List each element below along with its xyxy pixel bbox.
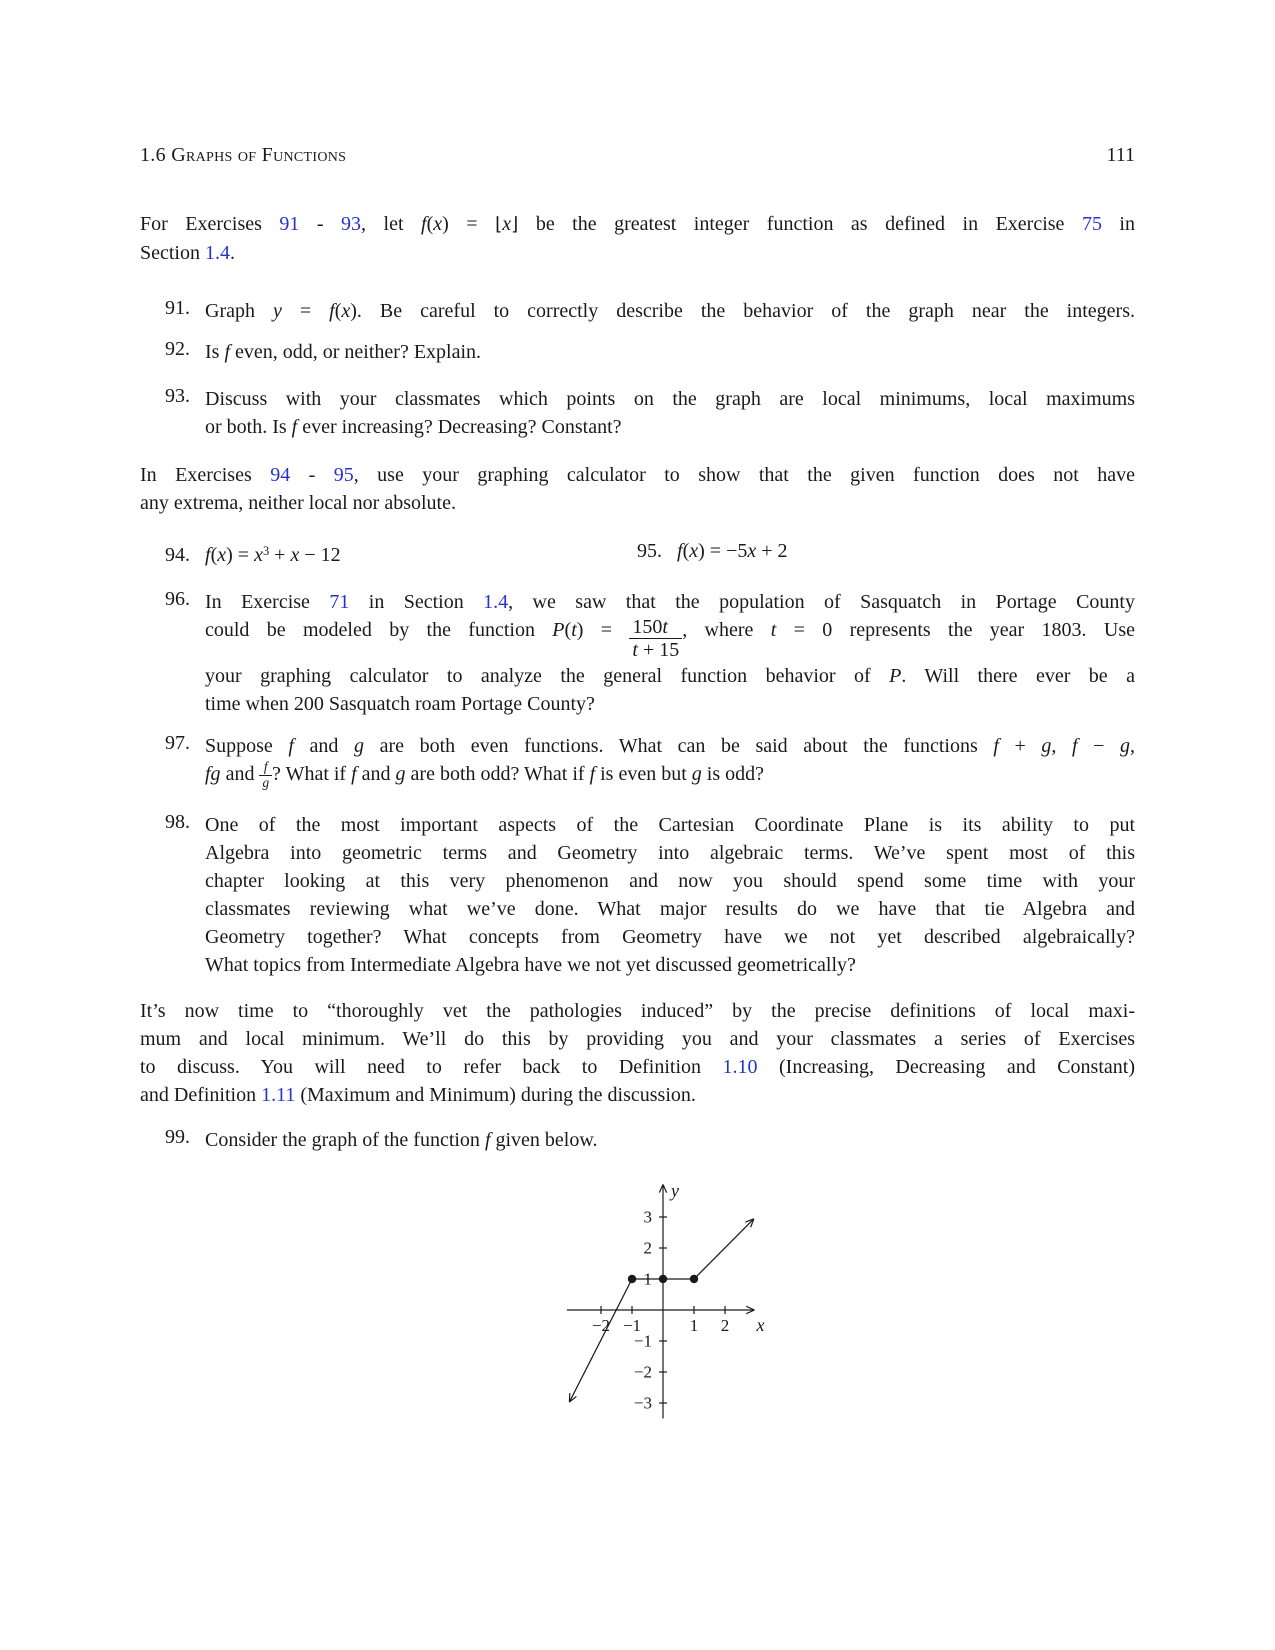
text-line: or both. Is f ever increasing? Decreasing? Constant? (205, 416, 622, 438)
math-var: x (254, 544, 263, 567)
math-var: f (589, 763, 596, 786)
page-number: 111 (1106, 144, 1135, 166)
item-number: 95. (637, 540, 662, 562)
paragraph-floor-intro (140, 210, 1135, 267)
exercise-item-99 (140, 1126, 1135, 1154)
exercise-row-94-95 (140, 537, 1135, 571)
paragraph-pathologies (140, 997, 1135, 1109)
math-var: f (351, 763, 357, 786)
math-var: P (889, 664, 902, 687)
text-line: Section 1.4. (140, 242, 235, 264)
paragraph-exercises-94-95 (140, 461, 1135, 517)
math-var: P (552, 619, 565, 641)
function-graph-figure (540, 1170, 775, 1431)
tick-label: −2 (633, 1362, 652, 1382)
text-line: In Exercises 94 - 95, use your graphing calculator to show that the given function does not have (140, 464, 1135, 486)
item-number: 91. (165, 297, 190, 319)
ref-link[interactable]: 95 (333, 464, 354, 486)
running-header-section: 1.6 Graphs of Functions (140, 144, 347, 166)
math-var: f (677, 540, 683, 562)
ref-link[interactable]: 1.4 (483, 591, 509, 613)
math-var: f (224, 341, 231, 363)
ref-link[interactable]: 75 (1081, 213, 1102, 235)
text-line: time when 200 Sasquatch roam Portage County? (205, 692, 595, 715)
text-span: ⌋ (511, 214, 519, 235)
text-line: any extrema, neither local nor absolute. (140, 492, 456, 514)
ref-link[interactable]: 93 (341, 213, 362, 235)
text-span: ⌊ (495, 214, 503, 235)
exercise-item-96 (140, 588, 1135, 718)
text-line: One of the most important aspects of the Cartesian Coordinate Plane is its ability to put (205, 814, 1135, 836)
text-line: Discuss with your classmates which points on the graph are local minimums, local maximums (205, 388, 1135, 410)
text-span: 3 (262, 544, 270, 558)
fraction: $\frac{150t}{t + 15}$ (629, 616, 682, 662)
tick-label: 3 (643, 1207, 652, 1227)
exercise-item-94: 94. $f(x) = x^3 + x - 12$ (165, 544, 341, 567)
math-var: g (262, 774, 270, 790)
text-line: could be modeled by the function P(t) = $\frac{150t}{t + 15}$ , where t = 0 represents the year 1803. Use (205, 616, 1136, 662)
item-number: 94. (165, 544, 190, 567)
text-line: In Exercise 71 in Section 1.4, we saw that the population of Sasquatch in Portage County (205, 591, 1135, 613)
exercise-item-92 (140, 338, 1135, 366)
item-number: 97. (165, 732, 190, 754)
math-var: t (571, 619, 577, 641)
math-var: t (662, 616, 668, 638)
math-var: f (993, 735, 999, 757)
text-line: What topics from Intermediate Algebra have we not yet discussed geometrically? (205, 954, 856, 976)
math-var: f (263, 759, 268, 774)
item-number: 92. (165, 338, 190, 360)
math-var: g (691, 763, 702, 786)
tick-label: 2 (643, 1238, 652, 1258)
tick-label: 1 (643, 1269, 652, 1289)
text-line: Is f even, odd, or neither? Explain. (205, 341, 482, 363)
math-var: x (433, 213, 443, 235)
text-line: Geometry together? What concepts from Geometry have we not yet described algebraically? (205, 926, 1135, 948)
ref-link[interactable]: 1.4 (205, 242, 230, 264)
x-axis-label: x (756, 1315, 765, 1335)
exercise-item-93 (140, 385, 1135, 441)
exercise-item-98 (140, 811, 1135, 979)
math-var: g (354, 735, 364, 757)
y-axis-label: y (671, 1180, 679, 1201)
math-var: g (395, 763, 406, 786)
tick-label: −2 (591, 1316, 611, 1335)
math-var: f (205, 544, 211, 567)
tick-label: −1 (633, 1331, 652, 1351)
math-var: x (290, 544, 300, 567)
text-line: For Exercises 91 - 93, let f(x) = ⌊x⌋ be the greatest integer function as defined in Exercise 75 in (140, 213, 1135, 235)
text-line: fg and $\frac{f}{g}$ ? What if f and g are both odd? What if f is even but g is odd? (205, 759, 764, 790)
math-var: t (770, 619, 777, 641)
item-number: 98. (165, 811, 190, 833)
math-var: fg (205, 763, 221, 786)
text-line: classmates reviewing what we’ve done. What major results do we have that tie Algebra and (205, 898, 1135, 920)
exercise-item-95: 95. f(x) = −5x + 2 (637, 540, 788, 562)
math-var: f (288, 735, 294, 757)
math-var: y (272, 300, 282, 322)
tick-label: −3 (633, 1393, 652, 1413)
item-number: 99. (165, 1126, 190, 1148)
ref-link[interactable]: 1.10 (722, 1056, 758, 1078)
graph-point (659, 1275, 667, 1283)
graph-point (628, 1275, 636, 1283)
math-var: f (421, 213, 427, 235)
math-var: t (632, 639, 638, 662)
math-var: g (1041, 735, 1052, 757)
math-var: x (747, 540, 757, 562)
tick-label: 1 (689, 1316, 699, 1335)
ref-link[interactable]: 1.11 (261, 1084, 296, 1106)
fraction (259, 760, 272, 791)
math-var: x (217, 544, 227, 567)
text-line: mum and local minimum. We’ll do this by providing you and your classmates a series of Exercises (140, 1028, 1135, 1050)
text-line: Graph y = f(x). Be careful to correctly describe the behavior of the graph near the integers. (205, 300, 1135, 322)
exercise-item-97 (140, 732, 1135, 791)
text-line: It’s now time to “thoroughly vet the pathologies induced” by the precise definitions of local maxi- (140, 1000, 1135, 1022)
exercise-item-91 (140, 297, 1135, 325)
tick-label: 2 (720, 1316, 730, 1335)
text-line: chapter looking at this very phenomenon and now you should spend some time with your (205, 870, 1135, 892)
item-number: 96. (165, 588, 190, 610)
text-line: Consider the graph of the function f given below. (205, 1129, 598, 1151)
math-var: f (484, 1129, 491, 1151)
tick-label: −1 (622, 1316, 642, 1335)
math-var: x (502, 213, 512, 235)
ref-link[interactable]: 91 (279, 213, 300, 235)
item-number: 93. (165, 385, 190, 407)
math-var: f (291, 416, 298, 438)
ref-link[interactable]: 94 (270, 464, 291, 486)
text-line: and Definition 1.11 (Maximum and Minimum) during the discussion. (140, 1084, 696, 1106)
graph-svg (540, 1170, 775, 1425)
math-var: x (689, 540, 699, 562)
text-line: Suppose f and g are both even functions. What can be said about the functions f + g, f − g, (205, 735, 1135, 757)
math-var: g (1120, 735, 1130, 757)
text-line: Algebra into geometric terms and Geometry into algebraic terms. We’ve spent most of this (205, 842, 1135, 864)
text-line: your graphing calculator to analyze the general function behavior of P. Will there ever be a (205, 664, 1135, 687)
math-var: f (1071, 735, 1078, 757)
math-var: x (341, 300, 351, 322)
math-var: f (329, 300, 335, 322)
text-line: to discuss. You will need to refer back to Definition 1.10 (Increasing, Decreasing and Constant) (140, 1056, 1135, 1078)
ref-link[interactable]: 71 (329, 591, 350, 613)
graph-point (690, 1275, 698, 1283)
